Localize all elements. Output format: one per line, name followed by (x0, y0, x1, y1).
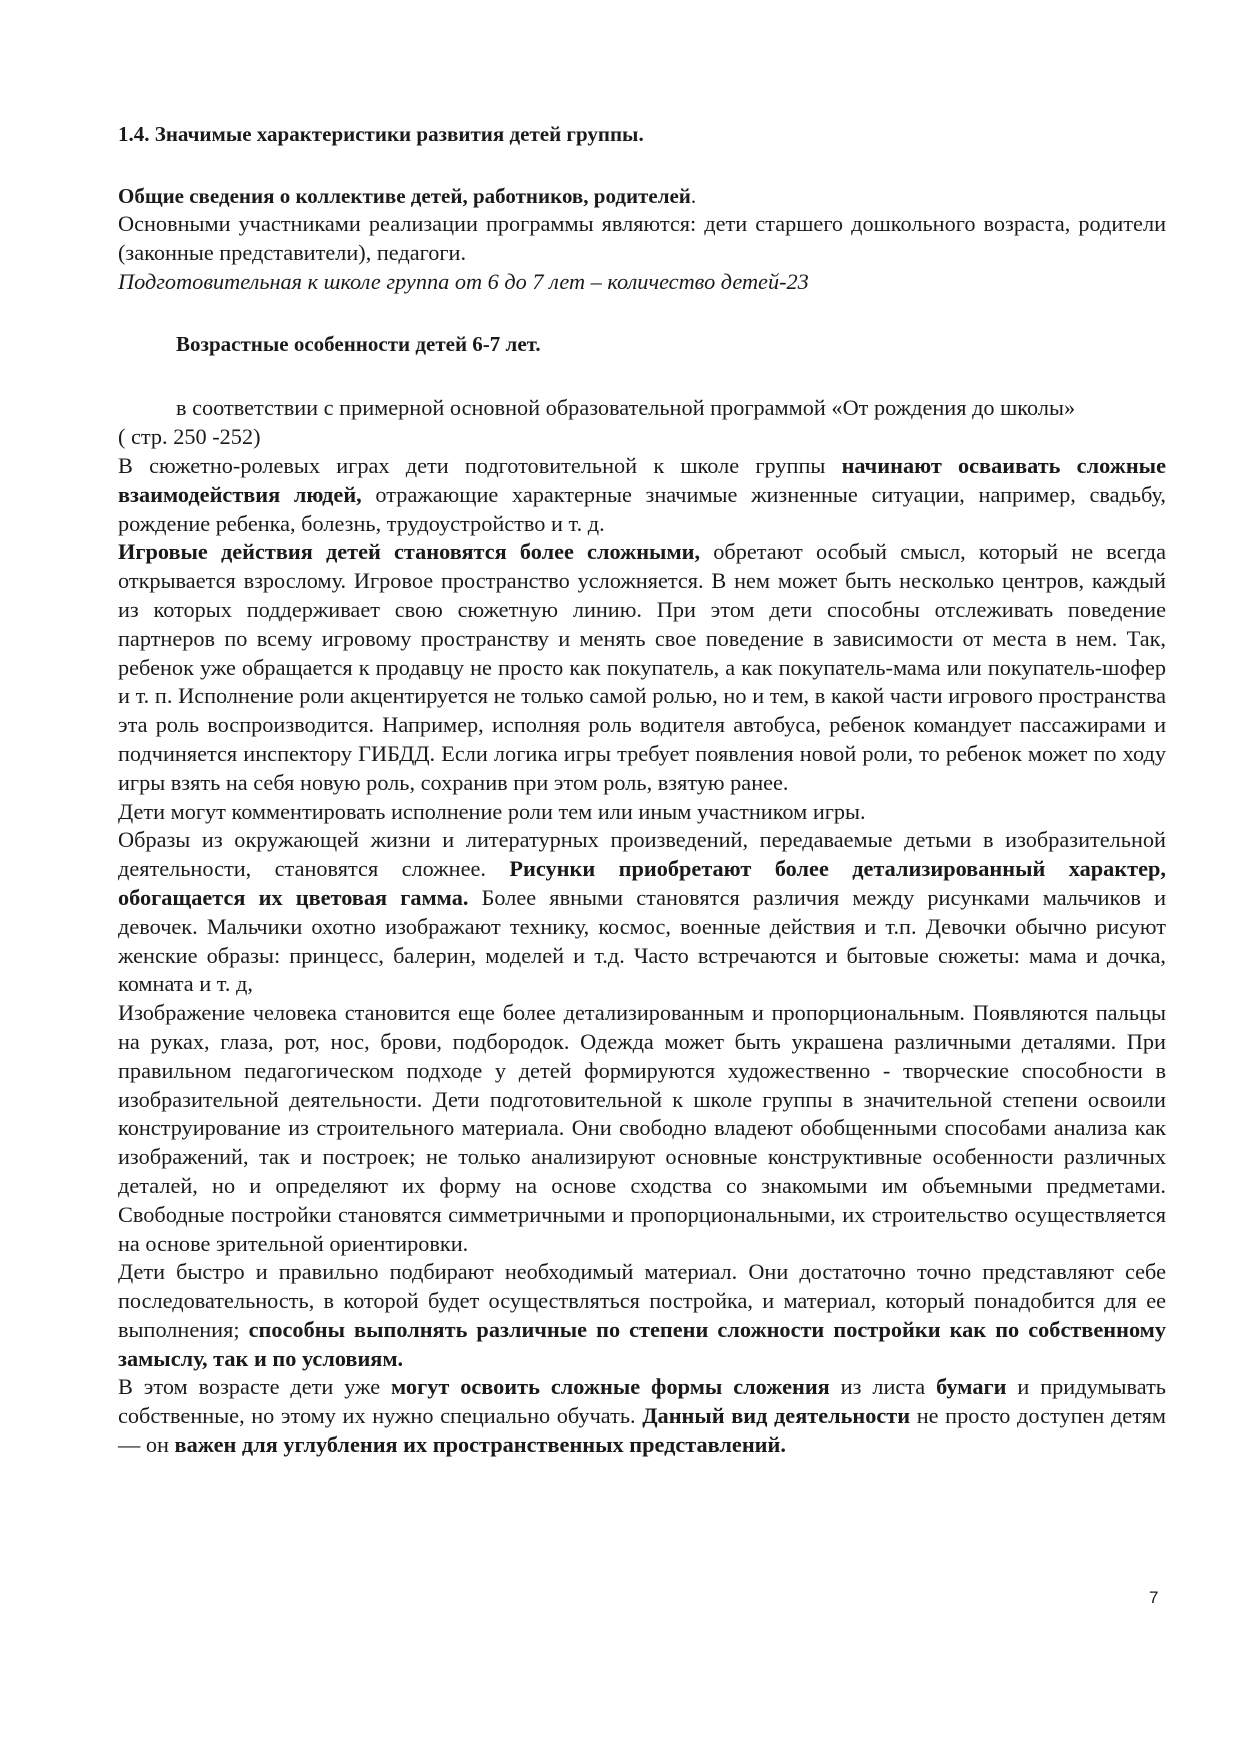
p7-text-g: не просто доступен детям — он (118, 1403, 1167, 1458)
p2-bold: Игровые действия детей становятся более сложными, (118, 539, 701, 565)
p7-bold-1: могут освоить сложные формы сложения (391, 1374, 830, 1400)
pages-reference: ( стр. 250 -252) (118, 424, 261, 450)
paragraph-drawing (118, 826, 1166, 999)
general-info-heading-tail: . (690, 184, 697, 208)
general-info-heading-text: Общие сведения о коллективе детей, работников, родителей (118, 184, 691, 208)
section-title: 1.4. Значимые характеристики развития детей группы. (118, 122, 644, 146)
paragraph-human-image: Изображение человека становится еще более детализированным и пропорциональным. Появляются пальцы на руках, глаза, рот, нос, брови, подбородок. Одежда может быть украшена различными деталями. При правильном педагогическом подходе у детей формируются художественно - творческие способности в изобразительной деятельности. Дети подготовительной к школе группы в значительной степени освоили конструирование из строительного материала. Они свободно владеют обобщенными способами анализа как изображений, так и построек; не только анализируют основные конструктивные особенности различных деталей, но и определяют их форму на основе сходства со знакомыми им объемными предметами. Свободные постройки становятся симметричными и пропорциональными, их строительство осуществляется на основе зрительной ориентировки. (118, 1000, 1166, 1256)
paragraph-game-actions (118, 538, 1166, 797)
paragraph-role-comment: Дети могут комментировать исполнение роли тем или иным участником игры. (118, 798, 866, 824)
p1-text-c: отражающие характерные значимые жизненные ситуации, например, свадьбу, рождение ребенка, болезнь, трудоустройство и т. д. (118, 481, 1167, 536)
age-section-heading: Возрастные особенности детей 6-7 лет. (176, 332, 541, 357)
paragraph-paper-folding (118, 1373, 1166, 1459)
paragraph-construction (118, 1258, 1166, 1373)
group-info: Подготовительная к школе группа от 6 до 7 лет – количество детей-23 (118, 268, 809, 294)
p6-text-a: Дети быстро и правильно подбирают необходимый материал. Они достаточно точно представляют себе последовательность, в которой будет осуществляться постройка, и материал, который понадобится для ее выполнения; (118, 1259, 1166, 1342)
paragraph-role-games (118, 452, 1166, 538)
p7-text-a: В этом возрасте дети уже (118, 1374, 392, 1400)
p4-bold: Рисунки приобретают более детализированный характер, обогащается их цветовая гамма. (118, 856, 1166, 910)
p7-bold-2: бумаги (936, 1374, 1007, 1400)
page-number: 7 (1149, 1588, 1159, 1607)
p1-text-a: В сюжетно-ролевых играх дети подготовительной к школе группы (118, 452, 842, 478)
p7-text-e: и придумывать собственные, но этому их нужно специально обучать. (118, 1374, 1166, 1429)
program-reference: в соответствии с примерной основной образовательной программой «От рождения до школы» (176, 395, 1076, 421)
p4-text-c: Более явными становятся различия между рисунками мальчиков и девочек. Мальчики охотно изображают технику, космос, военные действия и т.п. Девочки обычно рисуют женские образы: принцесс, балерин, моделей и т.д. Часто встречаются и бытовые сюжеты: мама и дочка, комната и т. д, (118, 884, 1167, 997)
p7-text-c: из листа (829, 1374, 937, 1400)
document-page (118, 120, 1166, 1460)
p1-bold: начинают осваивать сложные взаимодействия людей, (118, 452, 1166, 507)
general-info-heading (118, 182, 1166, 210)
participants-paragraph: Основными участниками реализации программы являются: дети старшего дошкольного возраста, родители (законные представители), педагоги. (118, 211, 1166, 265)
p4-text-a: Образы из окружающей жизни и литературных произведений, передаваемые детьми в изобразительной деятельности, становятся сложнее. (118, 827, 1166, 882)
p7-bold-4: важен для углубления их пространственных представлений. (174, 1432, 786, 1458)
p7-bold-3: Данный вид деятельности (642, 1403, 911, 1429)
p2-text-b: обретают особый смысл, который не всегда открывается взрослому. Игровое пространство усложняется. В нем может быть несколько центров, каждый из которых поддерживает свою сюжетную линию. При этом дети способны отслеживать поведение партнеров по всему игровому пространству и менять свое поведение в зависимости от места в нем. Так, ребенок уже обращается к продавцу не просто как покупатель, а как покупатель-мама или покупатель-шофер и т. п. Исполнение роли акцентируется не только самой ролью, но и тем, в какой части игрового пространства эта роль воспроизводится. Например, исполняя роль водителя автобуса, ребенок командует пассажирами и подчиняется инспектору ГИБДД. Если логика игры требует появления новой роли, то ребенок может по ходу игры взять на себя новую роль, сохранив при этом роль, взятую ранее. (118, 539, 1166, 795)
p6-bold: способны выполнять различные по степени сложности постройки как по собственному замыслу, так и по условиям. (118, 1316, 1166, 1371)
